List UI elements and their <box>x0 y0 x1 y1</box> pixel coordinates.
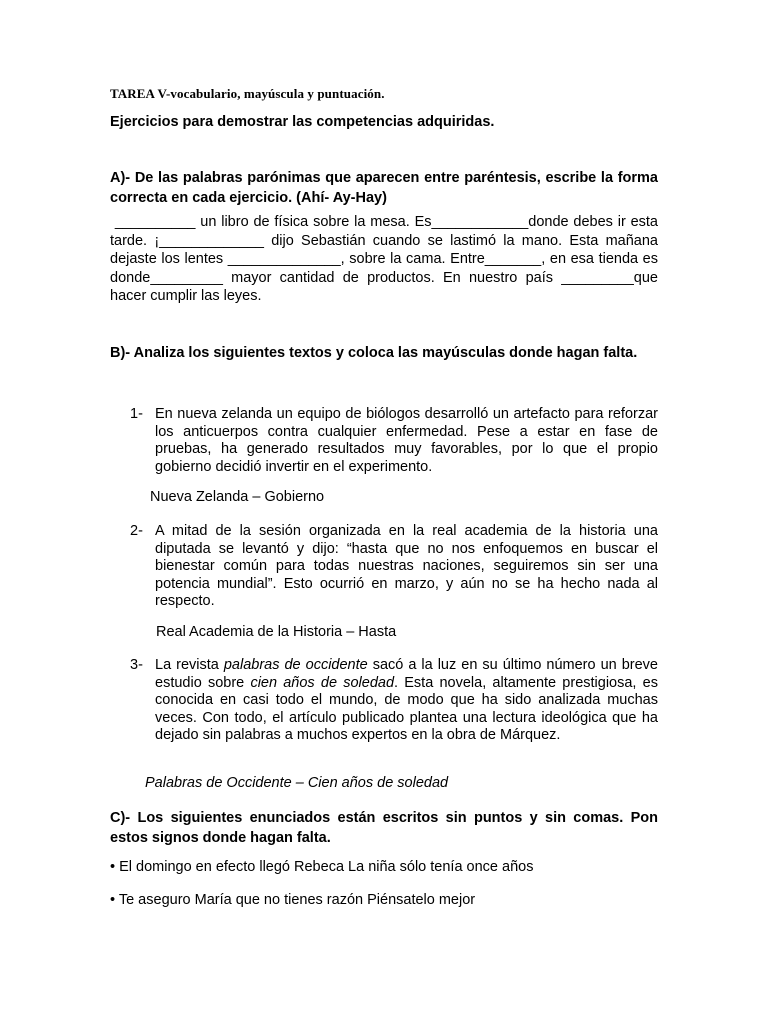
bullet-item-2: • Te aseguro María que no tienes razón Piénsatelo mejor <box>110 892 476 908</box>
section-a-heading: A)- De las palabras parónimas que aparecen entre paréntesis, escribe la forma correcta en cada ejercicio. (Ahí- Ay-Hay) <box>110 170 658 206</box>
item-number: 2- <box>130 523 143 539</box>
bullet-item-1: • El domingo en efecto llegó Rebeca La niña sólo tenía once años <box>110 859 534 875</box>
section-a-exercise-text: __________ un libro de física sobre la mesa. Es____________donde debes ir esta tarde. ¡_____________ dijo Sebastián cuando se lastimó la mano. Esta mañana dejaste los lentes ______________, sobre la cama. Entre_______, en esa tienda es donde_________ mayor cantidad de productos. En nuestro país _________que hacer cumplir las leyes. <box>110 214 663 304</box>
item-text: A mitad de la sesión organizada en la real academia de la historia una diputada se levantó y dijo: “hasta que no nos enfoquemos en buscar el bienestar común para todas nuestras naciones, seguiremos sin ser una potencia mundial”. Esto ocurrió en marzo, y aún no se ha hecho nada al respecto. <box>155 523 658 609</box>
item-number: 1- <box>130 406 143 422</box>
item-text <box>155 657 658 745</box>
section-c-heading: C)- Los siguientes enunciados están escritos sin puntos y sin comas. Pon estos signos donde hagan falta. <box>110 810 658 846</box>
item-number: 3- <box>130 657 143 673</box>
document-title: TAREA V-vocabulario, mayúscula y puntuación. <box>110 86 385 101</box>
exercise-item-2 <box>130 523 658 611</box>
exercise-item-3 <box>130 657 658 745</box>
magazine-title: palabras de occidente <box>223 657 368 673</box>
item-text: En nueva zelanda un equipo de biólogos desarrolló un artefacto para reforzar los anticuerpos contra cualquier enfermedad. Pese a estar en fase de pruebas, ha generado resultados muy favorables, por lo que el propio gobierno decidió invertir en el experimento. <box>155 406 658 475</box>
novel-title: cien años de soledad <box>250 674 395 691</box>
exercise-item-1 <box>130 406 658 476</box>
item-text-part: La revista <box>155 657 224 673</box>
section-b-heading: B)- Analiza los siguientes textos y coloca las mayúsculas donde hagan falta. <box>110 345 638 361</box>
document-subtitle: Ejercicios para demostrar las competencias adquiridas. <box>110 114 495 130</box>
item-text-part: . Esta novela, altamente prestigiosa, es conocida en casi todo el mundo, de modo que ha sido analizada muchas veces. Con todo, el artículo publicado plantea una lectura ideológica que ha dejado sin palabras a muchos expertos en la obra de Márquez. <box>155 674 658 743</box>
item-2-answer: Real Academia de la Historia – Hasta <box>156 624 397 640</box>
item-1-answer: Nueva Zelanda – Gobierno <box>150 489 325 505</box>
item-3-answer: Palabras de Occidente – Cien años de soledad <box>145 775 449 791</box>
item-text-part: sacó a la luz en su último número un breve estudio sobre <box>155 657 658 691</box>
